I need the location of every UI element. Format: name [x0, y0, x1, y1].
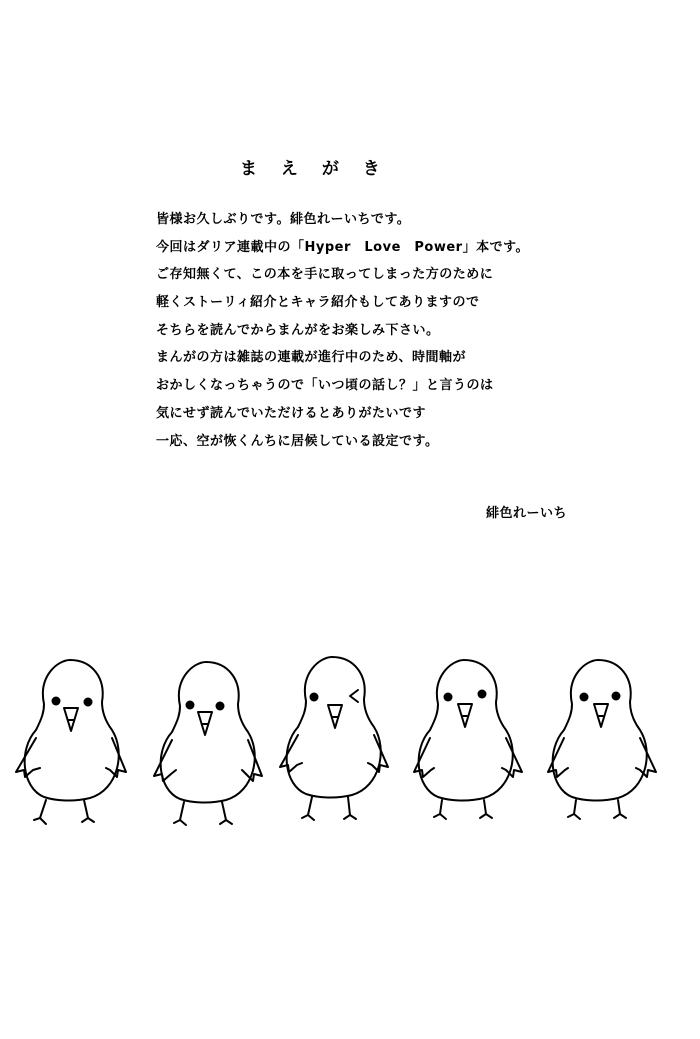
text-line: 一応、空が恢くんちに居候している設定です。: [156, 433, 439, 449]
chick-illustration: [0, 650, 700, 840]
text-line: おかしくなっちゃうので「いつ頃の話し？」と言うのは: [156, 378, 494, 394]
page-title: ま え が き: [240, 159, 389, 179]
text-line: そちらを読んでからまんがをお楽しみ下さい。: [156, 322, 440, 338]
chick-icon: [548, 660, 656, 819]
foreword-text: [156, 206, 529, 455]
chick-icon: [154, 662, 262, 825]
chick-icon: [414, 660, 522, 819]
text-line: ご存知無くて、この本を手に取ってしまった方のために: [156, 267, 494, 283]
text-line: 軽くストーリィ紹介とキャラ紹介もしてありますので: [156, 295, 480, 311]
text-line: 皆様お久しぶりです。緋色れーいちです。: [156, 212, 411, 227]
text-line: まんがの方は雑誌の連載が進行中のため、時間軸が: [156, 350, 466, 366]
chick-icon: [280, 657, 388, 820]
text-line: 気にせず読んでいただけるとありがたいです: [156, 405, 427, 421]
text-line: 今回はダリア連載中の「Hyper Love Power」本です。: [156, 239, 530, 255]
chick-icon: [16, 660, 126, 824]
author-signature: 緋色れーいち: [486, 506, 568, 521]
